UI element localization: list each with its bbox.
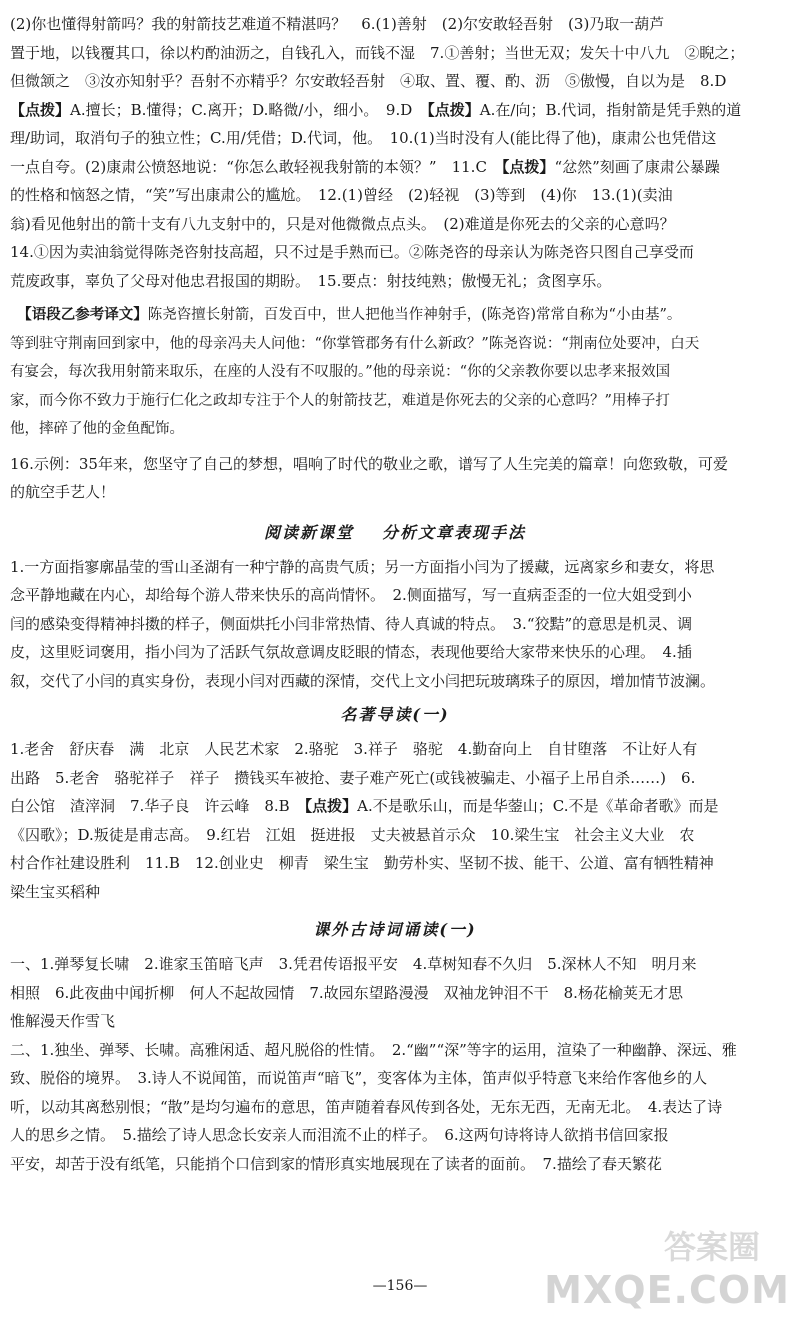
text-line: 理/助词，取消句子的独立性；C.用/凭借；D.代词，他。 10.(1)当时没有人(能比得了他)，康肃公也凭借这 bbox=[10, 129, 717, 147]
text-line: 致、脱俗的境界。 3.诗人不说闻笛，而说笛声“暗飞”，变客体为主体，笛声似乎特意飞来给作客他乡的人 bbox=[10, 1069, 708, 1087]
section-classics bbox=[10, 735, 780, 906]
section-title-reading bbox=[10, 513, 780, 553]
text-line: 白公馆 渣滓洞 7.华子良 许云峰 8.B 【点拨】A.不是歌乐山，而是华蓥山；C.不是《革命者歌》而是 bbox=[10, 797, 719, 815]
text-line: 叙，交代了小闫的真实身份，表现小闫对西藏的深情，交代上文小闫把玩玻璃珠子的原因，增加情节波澜。 bbox=[10, 671, 716, 690]
text-line: (2)你也懂得射箭吗？我的射箭技艺难道不精湛吗？ 6.(1)善射 (2)尔安敢轻吾射 (3)乃取一葫芦 bbox=[10, 15, 665, 33]
text-line: 相照 6.此夜曲中闻折柳 何人不起故园情 7.故园东望路漫漫 双袖龙钟泪不干 8.杨花榆荚无才思 bbox=[10, 983, 683, 1002]
text-line: 翁)看见他射出的箭十支有八九支射中的，只是对他微微点点头。 (2)难道是你死去的父亲的心意吗？ bbox=[10, 214, 675, 233]
text-line: 惟解漫天作雪飞 bbox=[10, 1012, 116, 1030]
watermark-text: MXQE.COM bbox=[544, 1268, 790, 1312]
translation-line: 【语段乙参考译文】陈尧咨擅长射箭，百发百中，世人把他当作神射手，(陈尧咨)常常自称为“小由基”。 bbox=[24, 306, 682, 323]
text-line: 闫的感染变得精神抖擞的样子，侧面烘托小闫非常热情、待人真诚的特点。 3.“狡黠”的意思是机灵、调 bbox=[10, 614, 693, 633]
text-line: 一、1.弹琴复长啸 2.谁家玉笛暗飞声 3.凭君传语报平安 4.草树知春不久归 5.深林人不知 明月来 bbox=[10, 955, 697, 973]
text-line: 16.示例：35年来，您坚守了自己的梦想，唱响了时代的敬业之歌，谱写了人生完美的篇章！向您致敬，可爱 bbox=[10, 454, 728, 473]
title-part: 阅读新课堂 bbox=[263, 522, 354, 542]
text-line: 平安，却苦于没有纸笔，只能捎个口信到家的情形真实地展现在了读者的面前。 7.描绘了春天繁花 bbox=[10, 1154, 662, 1173]
text-line: 荒废政事，辜负了父母对他忠君报国的期盼。 15.要点：射技纯熟；傲慢无礼；贪图享乐。 bbox=[10, 271, 612, 290]
text-line: 人的思乡之情。 5.描绘了诗人思念长安亲人而泪流不止的样子。 6.这两句诗将诗人欲捎书信回家报 bbox=[10, 1126, 669, 1144]
text-line: 的性格和恼怒之情，“笑”写出康肃公的尴尬。 12.(1)曾经 (2)轻视 (3)等到 (4)你 13.(1)(卖油 bbox=[10, 186, 673, 204]
translation-line: 等到驻守荆南回到家中，他的母亲冯夫人问他：“你掌管郡务有什么新政？”陈尧咨说：“荆南位处要冲，白天 bbox=[10, 335, 700, 352]
text-line: 二、1.独坐、弹琴、长啸。高雅闲适、超凡脱俗的性情。 2.“幽”“深”等字的运用，渲染了一种幽静、深远、雅 bbox=[10, 1040, 737, 1059]
title-part: 分析文章表现手法 bbox=[382, 522, 527, 542]
text-line: 念平静地藏在内心，却给每个游人带来快乐的高尚情怀。 2.侧面描写，写一直病歪歪的一位大姐受到小 bbox=[10, 586, 692, 604]
text-line: 置于地，以钱覆其口，徐以杓酌油沥之，自钱孔入，而钱不湿 7.①善射；当世无双；发矢十中八九 ②睨之； bbox=[10, 43, 745, 62]
text-line: 【点拨】A.擅长；B.懂得；C.离开；D.略微/小，细小。 9.D 【点拨】A.在/向；B.代词，指射箭是凭手熟的道 bbox=[10, 100, 742, 119]
question-16 bbox=[10, 450, 780, 507]
text-line: 梁生宝买稻种 bbox=[10, 882, 101, 901]
text-line: 一点自夸。(2)康肃公愤怒地说：“你怎么敢轻视我射箭的本领？” 11.C 【点拨】“忿然”刻画了康肃公暴躁 bbox=[10, 157, 720, 176]
section-answers-1 bbox=[10, 10, 780, 295]
section-poetry bbox=[10, 950, 780, 1178]
section-reading bbox=[10, 553, 780, 696]
bracket-marker: 【点拨】 bbox=[10, 100, 71, 119]
page-number: —156— bbox=[372, 1278, 428, 1294]
translation-block bbox=[10, 301, 780, 444]
text-line: 的航空手艺人！ bbox=[10, 483, 116, 501]
text-line: 1.老舍 舒庆春 满 北京 人民艺术家 2.骆驼 3.祥子 骆驼 4.勤奋向上 自甘堕落 不让好人有 bbox=[10, 740, 698, 758]
text-line: 1.一方面指寥廓晶莹的雪山圣湖有一种宁静的高贵气质；另一方面指小闫为了援藏，远离家乡和妻女，将思 bbox=[10, 557, 715, 576]
section-title-classics: 名著导读(一) bbox=[340, 705, 450, 724]
text-line: 《囚歌》；D.叛徒是甫志高。 9.红岩 江姐 挺进报 丈夫被悬首示众 10.梁生宝 社会主义大业 农 bbox=[10, 825, 695, 844]
bracket-marker: 【点拨】 bbox=[304, 797, 358, 815]
text-line: 出路 5.老舍 骆驼祥子 祥子 攒钱买车被抢、妻子难产死亡(或钱被骗走、小福子上吊自杀……) 6. bbox=[10, 768, 696, 787]
translation-line: 有宴会，每次我用射箭来取乐，在座的人没有不叹服的。”他的母亲说：“你的父亲教你要以忠孝来报效国 bbox=[10, 364, 671, 380]
text-line: 村合作社建设胜利 11.B 12.创业史 柳青 梁生宝 勤劳朴实、坚韧不拔、能干、公道、富有牺牲精神 bbox=[10, 854, 714, 872]
text-line: 皮，这里贬词褒用，指小闫为了活跃气氛故意调皮眨眼的情态，表现他要给大家带来快乐的心理。 4.插 bbox=[10, 643, 692, 661]
bracket-marker: 【点拨】 bbox=[501, 157, 555, 176]
text-line: 但微颔之 ③汝亦知射乎？吾射不亦精乎？尔安敢轻吾射 ④取、置、覆、酌、沥 ⑤傲慢，自以为是 8.D bbox=[10, 72, 727, 90]
translation-line: 他，摔碎了他的金鱼配饰。 bbox=[10, 421, 184, 437]
bracket-marker: 【点拨】 bbox=[427, 100, 480, 119]
translation-line: 家，而今你不致力于施行仁化之政却专注于个人的射箭技艺，难道是你死去的父亲的心意吗？”用棒子打 bbox=[10, 392, 670, 409]
bracket-marker: 【语段乙参考译文】 bbox=[24, 306, 148, 323]
text-line: 14.①因为卖油翁觉得陈尧咨射技高超，只不过是手熟而已。②陈尧咨的母亲认为陈尧咨只图自己享受而 bbox=[10, 243, 694, 261]
section-title-poetry: 课外古诗词诵读(一) bbox=[313, 920, 477, 939]
watermark-text: 答案圈 bbox=[663, 1228, 760, 1266]
text-line: 听，以动其离愁别恨；“散”是均匀遍布的意思，笛声随着春风传到各处，无东无西，无南无北。 4.表达了诗 bbox=[10, 1097, 723, 1116]
